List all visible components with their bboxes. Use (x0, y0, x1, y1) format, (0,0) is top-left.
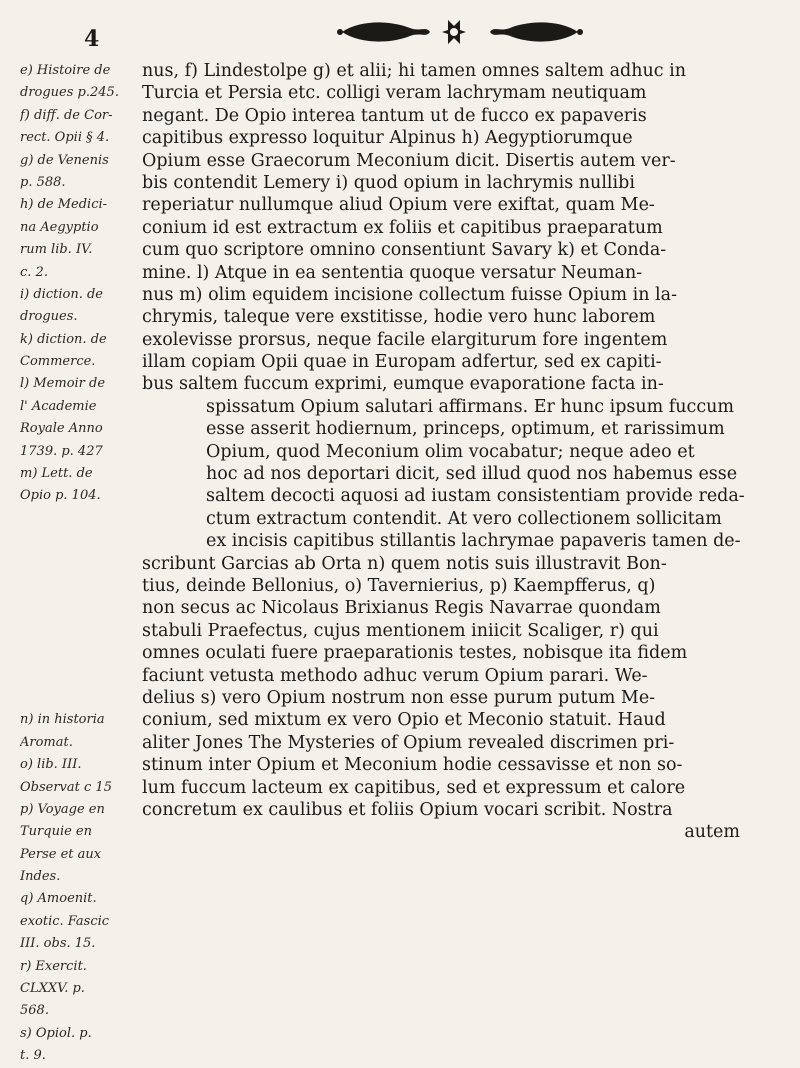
text-line: Opium, quod Meconium olim vocabatur; neque adeo et (206, 441, 695, 462)
text-line: saltem decocti aquosi ad iustam consistentiam provide reda- (206, 486, 745, 507)
text-line: stinum inter Opium et Meconium hodie cessavisse et non so- (142, 755, 683, 776)
text-line: illam copiam Opii quae in Europam adfertur, sed ex capiti- (142, 352, 662, 373)
body-text (142, 60, 778, 844)
margin-note: n) in historia (20, 712, 105, 728)
text-line: lum fuccum lacteum ex capitibus, sed et expressum et calore (142, 777, 686, 798)
margin-note: Opio p. 104. (20, 488, 101, 504)
text-line: omnes oculati fuere praeparationis testes, nobisque ita fidem (142, 643, 688, 664)
page-number: 4 (84, 26, 100, 52)
margin-note: rect. Opii § 4. (20, 130, 110, 146)
margin-note (20, 530, 140, 552)
margin-note: m) Lett. de (20, 466, 93, 482)
margin-note: l' Academie (20, 398, 97, 414)
text-line: ex incisis capitibus stillantis lachrymae papaveris tamen de- (206, 531, 741, 552)
text-line: nus m) olim equidem incisione collectum fuisse Opium in la- (142, 284, 677, 305)
margin-note: exotic. Fascic (20, 913, 110, 929)
margin-note: Aromat. (20, 734, 73, 750)
margin-note: na Aegyptio (20, 219, 99, 235)
text-line: capitibus expresso loquitur Alpinus h) Aegyptiorumque (142, 128, 633, 149)
margin-note (20, 620, 140, 642)
margin-note (20, 508, 140, 530)
margin-note: p) Voyage en (20, 801, 105, 817)
margin-note: 568. (20, 1003, 49, 1019)
text-line: spissatum Opium salutari affirmans. Er hunc ipsum fuccum (206, 396, 735, 417)
margin-note: drogues p.245. (20, 85, 119, 101)
text-line: stabuli Praefectus, cujus mentionem iniicit Scaliger, r) qui (142, 620, 659, 641)
catchword: autem (684, 822, 740, 843)
margin-notes (20, 60, 140, 1068)
margin-note (20, 575, 140, 597)
text-line: nus, f) Lindestolpe g) et alii; hi tamen omnes saltem adhuc in (142, 61, 687, 81)
text-line: conium id est extractum ex foliis et capitibus praeparatum (142, 217, 663, 238)
margin-note: e) Histoire de (20, 63, 111, 78)
text-line: exolevisse prorsus, neque facile elargiturum fore ingentem (142, 329, 668, 350)
text-line: non secus ac Nicolaus Brixianus Regis Navarrae quondam (142, 598, 661, 619)
text-line: mine. l) Atque in ea sententia quoque versatur Neuman- (142, 262, 643, 283)
text-line: esse asserit hodiernum, princeps, optimum, et rarissimum (206, 419, 725, 440)
text-line: reperiatur nullumque aliud Opium vere exiftat, quam Me- (142, 195, 655, 216)
margin-note: Perse et aux (20, 846, 102, 862)
text-line: conium, sed mixtum ex vero Opio et Meconio statuit. Haud (142, 710, 666, 731)
margin-note: 1739. p. 427 (20, 443, 103, 459)
margin-note: Royale Anno (20, 421, 103, 437)
text-line: ctum extractum contendit. At vero collectionem sollicitam (206, 508, 722, 529)
margin-note: g) de Venenis (20, 152, 109, 168)
margin-note: c. 2. (20, 264, 48, 280)
margin-note: h) de Medici- (20, 197, 108, 213)
margin-note (20, 642, 140, 664)
text-line: aliter Jones The Mysteries of Opium revealed discrimen pri- (142, 732, 675, 753)
margin-note: CLXXV. p. (20, 981, 85, 997)
margin-note: q) Amoenit. (20, 891, 97, 907)
margin-note: Observat c 15 (20, 779, 112, 795)
page-header (0, 8, 800, 58)
text-line: cum quo scriptore omnino consentiunt Savary k) et Conda- (142, 240, 667, 261)
margin-note: r) Exercit. (20, 958, 87, 974)
margin-note: III. obs. 15. (20, 936, 96, 952)
margin-note (20, 687, 140, 709)
margin-note: rum lib. IV. (20, 242, 93, 258)
text-line: tius, deinde Bellonius, o) Tavernierius, p) Kaempfferus, q) (142, 575, 656, 596)
margin-note (20, 553, 140, 575)
margin-note: Indes. (20, 869, 61, 885)
margin-note (20, 597, 140, 619)
margin-note (20, 665, 140, 687)
margin-note: k) diction. de (20, 331, 107, 347)
text-line: bus saltem fuccum exprimi, eumque evaporatione facta in- (142, 374, 664, 395)
margin-note: Commerce. (20, 354, 96, 370)
margin-note: p. 588. (20, 174, 66, 190)
margin-note: t. 9. (20, 1048, 46, 1064)
margin-note: l) Memoir de (20, 376, 106, 392)
text-line: hoc ad nos deportari dicit, sed illud quod nos habemus esse (206, 464, 738, 485)
text-line: chrymis, taleque vere exstitisse, hodie vero hunc laborem (142, 307, 656, 328)
text-line: bis contendit Lemery i) quod opium in lachrymis nullibi (142, 172, 635, 193)
ornament-icon (330, 16, 590, 48)
margin-note: drogues. (20, 309, 78, 325)
text-line: faciunt vetusta methodo adhuc verum Opium parari. We- (142, 665, 648, 686)
margin-note: o) lib. III. (20, 757, 82, 773)
margin-note: s) Opiol. p. (20, 1025, 92, 1041)
text-line: concretum ex caulibus et foliis Opium vocari scribit. Nostra (142, 799, 673, 820)
margin-note: i) diction. de (20, 286, 103, 302)
text-line: Turcia et Persia etc. colligi veram lachrymam neutiquam (142, 83, 647, 104)
text-line: delius s) vero Opium nostrum non esse purum putum Me- (142, 687, 656, 708)
text-line: Opium esse Graecorum Meconium dicit. Disertis autem ver- (142, 150, 676, 171)
text-line: scribunt Garcias ab Orta n) quem notis suis illustravit Bon- (142, 553, 667, 574)
text-line: negant. De Opio interea tantum ut de fucco ex papaveris (142, 105, 647, 126)
margin-note: Turquie en (20, 824, 93, 840)
margin-note: f) diff. de Cor- (20, 107, 113, 123)
